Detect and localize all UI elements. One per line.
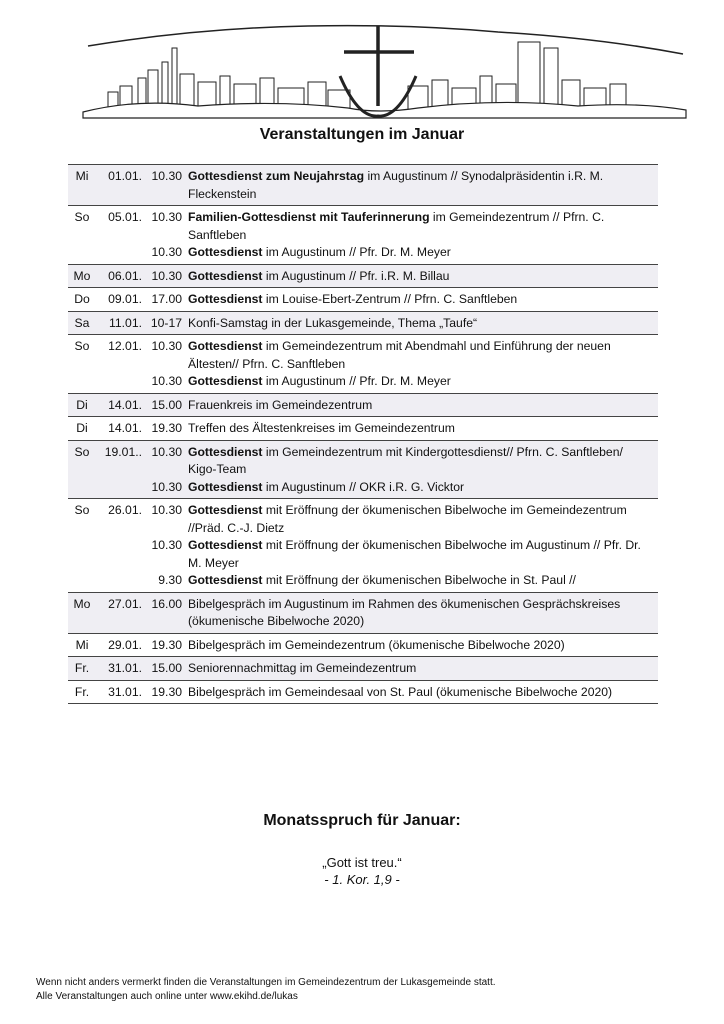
event-time: 10.30 xyxy=(151,374,182,388)
event-row xyxy=(68,498,658,592)
monatsspruch-verse: „Gott ist treu.“ xyxy=(322,855,402,870)
event-line xyxy=(68,572,658,590)
event-title: Familien-Gottesdienst mit Tauferinnerung xyxy=(188,210,430,224)
event-details: Treffen des Ältestenkreises im Gemeindezentrum xyxy=(188,421,455,435)
event-date: 14.01. xyxy=(108,421,142,435)
event-details: im Gemeindezentrum // Pfrn. C. Sanftleben xyxy=(188,210,605,242)
event-description xyxy=(188,373,658,391)
event-description xyxy=(188,168,658,203)
event-description xyxy=(188,291,658,309)
event-line xyxy=(68,660,658,678)
event-date: 01.01. xyxy=(108,169,142,183)
event-row xyxy=(68,311,658,335)
event-date: 31.01. xyxy=(108,661,142,675)
event-line xyxy=(68,420,658,438)
footer-note xyxy=(36,976,496,1003)
event-title: Gottesdienst xyxy=(188,479,263,494)
event-time: 19.30 xyxy=(151,684,182,699)
event-line xyxy=(68,268,658,286)
event-line xyxy=(68,479,658,497)
event-description xyxy=(188,660,658,678)
event-time: 19.30 xyxy=(151,637,182,652)
event-day: Fr. xyxy=(74,684,90,699)
event-time: 15.00 xyxy=(151,661,182,675)
event-time: 17.00 xyxy=(151,292,182,306)
event-day: Mo xyxy=(73,268,91,283)
event-title: Gottesdienst xyxy=(188,374,263,388)
event-day: So xyxy=(74,210,90,224)
event-day: Mi xyxy=(75,169,89,183)
event-day: Mo xyxy=(73,596,91,611)
event-day: Di xyxy=(76,421,88,435)
event-details: Konfi-Samstag in der Lukasgemeinde, Thema „Taufe“ xyxy=(188,315,478,330)
event-row xyxy=(68,656,658,680)
event-time: 10.30 xyxy=(151,339,182,353)
event-details: Bibelgespräch im Gemeindesaal von St. Paul (ökumenische Bibelwoche 2020) xyxy=(188,684,613,699)
event-details: im Augustinum // Pfr. i.R. M. Billau xyxy=(262,268,450,283)
event-details: im Augustinum // OKR i.R. G. Vicktor xyxy=(262,479,465,494)
event-details: im Augustinum // Synodalpräsidentin i.R. M. Fleckenstein xyxy=(188,169,604,201)
event-line xyxy=(68,244,658,262)
event-description xyxy=(188,637,658,655)
event-details: im Louise-Ebert-Zentrum // Pfrn. C. Sanftleben xyxy=(262,292,518,306)
event-details: Bibelgespräch im Augustinum im Rahmen des ökumenischen Gesprächskreises (ökumenische Bibelwoche 2020) xyxy=(188,596,621,628)
event-description xyxy=(188,684,658,702)
event-time: 10.30 xyxy=(151,444,182,459)
event-details: mit Eröffnung der ökumenischen Bibelwoche in St. Paul // xyxy=(262,573,576,587)
event-date: 27.01. xyxy=(108,596,142,611)
event-time: 15.00 xyxy=(151,397,182,412)
event-line xyxy=(68,315,658,333)
event-row xyxy=(68,416,658,440)
event-title: Gottesdienst xyxy=(188,292,263,306)
event-time: 9.30 xyxy=(158,573,182,587)
event-day: Di xyxy=(76,397,88,412)
event-description xyxy=(188,209,658,244)
event-description xyxy=(188,479,658,497)
event-details: im Gemeindezentrum mit Abendmahl und Einführung der neuen Ältesten// Pfrn. C. Sanftleben xyxy=(188,339,611,371)
event-date xyxy=(96,479,142,497)
event-date: 09.01. xyxy=(108,292,142,306)
event-row xyxy=(68,164,658,205)
event-details: Bibelgespräch im Gemeindezentrum (ökumenische Bibelwoche 2020) xyxy=(188,637,565,652)
event-day xyxy=(68,572,96,590)
event-description xyxy=(188,444,658,479)
event-title: Gottesdienst xyxy=(188,444,263,459)
event-row xyxy=(68,440,658,499)
event-day: Fr. xyxy=(74,661,90,675)
event-details: mit Eröffnung der ökumenischen Bibelwoche im Gemeindezentrum //Präd. C.-J. Dietz xyxy=(188,503,627,535)
event-description xyxy=(188,537,658,572)
event-row xyxy=(68,592,658,633)
event-time: 10.30 xyxy=(151,268,182,283)
event-line xyxy=(68,537,658,572)
event-description xyxy=(188,420,658,438)
event-day xyxy=(68,373,96,391)
event-title: Gottesdienst xyxy=(188,268,263,283)
event-row xyxy=(68,205,658,264)
event-day: Sa xyxy=(74,315,90,330)
event-time: 10.30 xyxy=(151,479,182,494)
event-date: 14.01. xyxy=(108,397,142,412)
monatsspruch-heading: Monatsspruch für Januar: xyxy=(263,812,461,829)
event-date xyxy=(96,572,142,590)
event-description xyxy=(188,338,658,373)
event-date: 19.01.. xyxy=(104,444,142,459)
event-details: Seniorennachmittag im Gemeindezentrum xyxy=(188,661,417,675)
events-table xyxy=(68,164,658,704)
event-day: Do xyxy=(74,292,90,306)
event-details: Frauenkreis im Gemeindezentrum xyxy=(188,397,373,412)
event-date: 26.01. xyxy=(108,503,142,517)
event-description xyxy=(188,268,658,286)
event-time: 16.00 xyxy=(151,596,182,611)
event-details: im Augustinum // Pfr. Dr. M. Meyer xyxy=(262,374,451,388)
event-title: Gottesdienst xyxy=(188,503,263,517)
city-skyline-illustration xyxy=(78,18,690,128)
event-line xyxy=(68,338,658,373)
event-line xyxy=(68,637,658,655)
event-title: Gottesdienst zum Neujahrstag xyxy=(188,169,365,183)
event-description xyxy=(188,502,658,537)
event-date xyxy=(96,537,142,572)
event-line xyxy=(68,291,658,309)
event-date: 06.01. xyxy=(108,268,142,283)
event-row xyxy=(68,680,658,705)
event-time: 10.30 xyxy=(151,169,182,183)
event-time: 10.30 xyxy=(151,503,182,517)
event-description xyxy=(188,397,658,415)
event-day: Mi xyxy=(75,637,89,652)
event-title: Gottesdienst xyxy=(188,339,263,353)
footer-line-2: Alle Veranstaltungen auch online unter www.ekihd.de/lukas xyxy=(36,990,298,1002)
event-row xyxy=(68,287,658,311)
event-date: 11.01. xyxy=(109,315,142,330)
event-date xyxy=(96,373,142,391)
event-date xyxy=(96,244,142,262)
event-row xyxy=(68,393,658,417)
event-line xyxy=(68,684,658,702)
event-row xyxy=(68,264,658,288)
event-description xyxy=(188,244,658,262)
event-date: 12.01. xyxy=(108,339,142,353)
event-day xyxy=(68,479,96,497)
event-row xyxy=(68,334,658,393)
event-time: 10-17 xyxy=(150,315,182,330)
event-description xyxy=(188,596,658,631)
event-line xyxy=(68,596,658,631)
event-time: 10.30 xyxy=(151,245,182,259)
monatsspruch-reference: - 1. Kor. 1,9 - xyxy=(324,872,400,887)
event-details: im Gemeindezentrum mit Kindergottesdienst// Pfrn. C. Sanftleben/ Kigo-Team xyxy=(188,444,623,476)
event-line xyxy=(68,209,658,244)
event-description xyxy=(188,315,658,333)
event-date: 05.01. xyxy=(108,210,142,224)
footer-line-1: Wenn nicht anders vermerkt finden die Veranstaltungen im Gemeindezentrum der Lukasgemeinde statt. xyxy=(36,977,496,988)
event-title: Gottesdienst xyxy=(188,245,263,259)
event-day: So xyxy=(74,339,90,353)
event-date: 31.01. xyxy=(108,684,142,699)
event-title: Gottesdienst xyxy=(188,538,263,552)
event-title: Gottesdienst xyxy=(188,573,263,587)
event-date: 29.01. xyxy=(108,637,142,652)
page-title: Veranstaltungen im Januar xyxy=(259,126,465,143)
event-day: So xyxy=(74,444,90,459)
event-description xyxy=(188,572,658,590)
event-line xyxy=(68,373,658,391)
event-details: mit Eröffnung der ökumenischen Bibelwoche im Augustinum // Pfr. Dr. M. Meyer xyxy=(188,538,641,570)
event-line xyxy=(68,397,658,415)
event-line xyxy=(68,502,658,537)
event-details: im Augustinum // Pfr. Dr. M. Meyer xyxy=(262,245,451,259)
event-time: 10.30 xyxy=(151,210,182,224)
event-time: 19.30 xyxy=(151,421,182,435)
event-row xyxy=(68,633,658,657)
event-time: 10.30 xyxy=(151,538,182,552)
event-line xyxy=(68,168,658,203)
event-day xyxy=(68,244,96,262)
event-day xyxy=(68,537,96,572)
event-line xyxy=(68,444,658,479)
event-day: So xyxy=(74,503,90,517)
